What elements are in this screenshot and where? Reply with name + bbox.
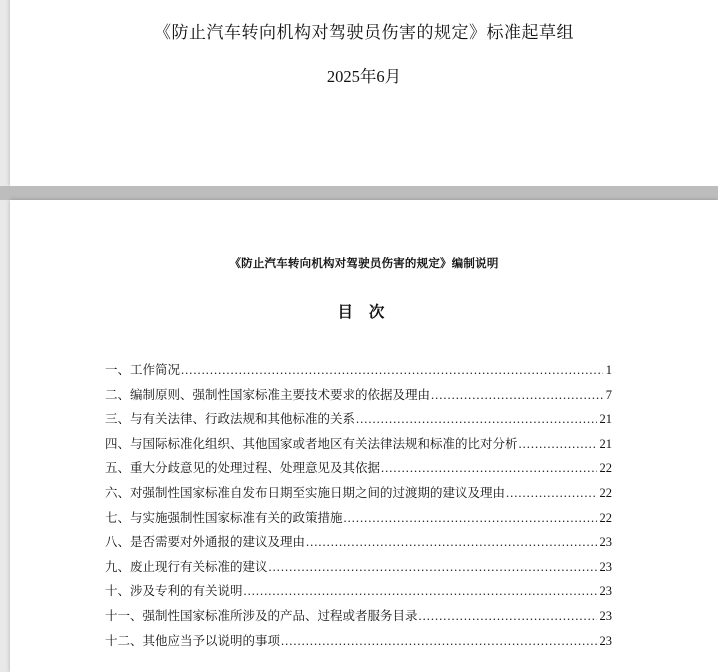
toc-entry: [105, 358, 612, 383]
toc-dot-leader: [181, 358, 603, 383]
toc-entry-page: 22: [599, 461, 612, 476]
toc-entry: [105, 456, 612, 481]
toc-entry-label: 十、涉及专利的有关说明: [105, 584, 243, 599]
document-date: 2025年6月: [326, 67, 402, 86]
toc-dot-leader: [356, 407, 596, 432]
toc-dot-leader: [519, 432, 597, 457]
toc-entry-page: 7: [605, 387, 612, 402]
toc-entry: [105, 506, 612, 531]
toc-entry: [105, 432, 612, 457]
document-title: 《防止汽车转向机构对驾驶员伤害的规定》标准起草组: [154, 23, 574, 42]
toc-entry-label: 七、与实施强制性国家标准有关的政策措施: [105, 510, 343, 525]
toc-dot-leader: [306, 530, 596, 555]
toc-entry-label: 十二、其他应当予以说明的事项: [105, 633, 281, 648]
toc-heading: 目 次: [337, 304, 391, 321]
toc-dot-leader: [381, 456, 596, 481]
toc-entry: [105, 604, 612, 629]
toc-entry-label: 三、与有关法律、行政法规和其他标准的关系: [105, 412, 356, 427]
toc-entry-page: 22: [599, 510, 612, 525]
toc-entry: [105, 579, 612, 604]
toc-dot-leader: [281, 629, 596, 654]
toc-entry-page: 1: [605, 363, 612, 377]
toc-entry: [105, 629, 612, 654]
toc-entry-page: 21: [599, 412, 612, 427]
toc-dot-leader: [269, 555, 597, 580]
toc-dot-leader: [506, 481, 596, 506]
toc-entry-page: 21: [599, 436, 612, 451]
toc-entry-label: 八、是否需要对外通报的建议及理由: [105, 535, 306, 550]
toc-entry: [105, 530, 612, 555]
toc-entry-label: 六、对强制性国家标准自发布日期至实施日期之间的过渡期的建议及理由: [105, 485, 506, 500]
toc-entry: [105, 481, 612, 506]
toc-entry-label: 一、工作简况: [105, 363, 181, 377]
toc-entry-page: 23: [599, 608, 612, 623]
toc-page: [10, 200, 718, 672]
cover-page: [10, 0, 718, 186]
toc-entry-page: 23: [599, 535, 612, 550]
toc-entry-label: 九、废止现行有关标准的建议: [105, 559, 268, 574]
toc-entry: [105, 555, 612, 580]
compilation-note-title: 《防止汽车转向机构对驾驶员伤害的规定》编制说明: [229, 258, 499, 270]
toc-entry-page: 22: [599, 485, 612, 500]
toc-entry: [105, 383, 612, 408]
toc-entry-label: 五、重大分歧意见的处理过程、处理意见及其依据: [105, 461, 381, 476]
toc-dot-leader: [344, 506, 597, 531]
toc-entry-label: 十一、强制性国家标准所涉及的产品、过程或者服务目录: [105, 608, 418, 623]
toc-entry: [105, 407, 612, 432]
toc-dot-leader: [419, 604, 597, 629]
toc-entry-page: 23: [599, 559, 612, 574]
toc-entry-page: 23: [599, 633, 612, 648]
toc-entry-page: 23: [599, 584, 612, 599]
toc-dot-leader: [244, 579, 597, 604]
toc-list: [105, 358, 612, 653]
toc-entry-label: 二、编制原则、强制性国家标准主要技术要求的依据及理由: [105, 387, 431, 402]
toc-dot-leader: [431, 383, 603, 408]
toc-entry-label: 四、与国际标准化组织、其他国家或者地区有关法律法规和标准的比对分析: [105, 436, 518, 451]
page-separator: [0, 186, 718, 200]
